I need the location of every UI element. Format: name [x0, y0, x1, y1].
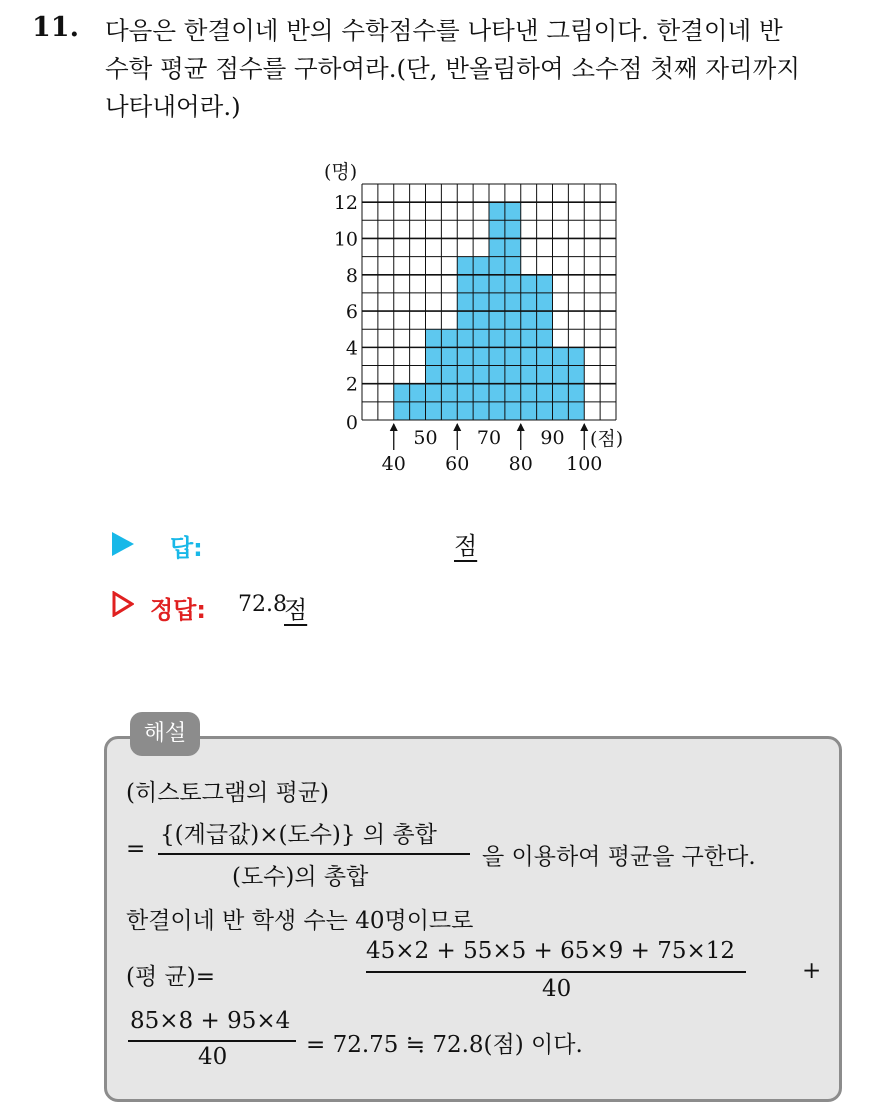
- x-tick-label: 60: [445, 453, 470, 475]
- solution-value: 72.8: [238, 592, 287, 617]
- answer-row: [112, 526, 532, 562]
- boundary-arrow-head: [580, 423, 588, 431]
- y-tick-label: 0: [345, 412, 358, 434]
- answer-blank-unit: 점: [454, 532, 478, 560]
- fraction1-denominator: 40: [542, 976, 572, 1002]
- y-tick-label: 10: [333, 228, 358, 251]
- boundary-arrow-head: [390, 423, 398, 431]
- explanation-line: 한결이네 반 학생 수는 40명이므로: [126, 908, 474, 934]
- y-tick-label: 8: [345, 264, 358, 287]
- x-tick-label: 70: [476, 427, 502, 449]
- histogram-chart: [300, 150, 660, 480]
- y-unit-label: (명): [324, 161, 358, 183]
- solution-unit: 점: [284, 596, 308, 624]
- y-tick-label: 4: [345, 337, 358, 360]
- formula-denominator: (도수)의 총합: [232, 864, 369, 890]
- y-tick-label: 12: [333, 192, 358, 215]
- solution-row: [112, 588, 532, 624]
- y-tick-label: 2: [345, 373, 358, 396]
- solution-label: 정답:: [150, 596, 206, 624]
- y-tick-label: 6: [345, 301, 358, 324]
- play-triangle-icon: [112, 532, 134, 556]
- boundary-arrow-head: [453, 423, 461, 431]
- x-tick-label: 80: [508, 453, 533, 475]
- explanation-tag: 해설: [130, 712, 200, 756]
- question-line: 나타내어라.): [105, 92, 241, 121]
- explanation-line: (히스토그램의 평균): [126, 780, 330, 806]
- result-text: = 72.75 ≒ 72.8(점) 이다.: [306, 1032, 583, 1058]
- formula-numerator: {(계급값)×(도수)} 의 총합: [160, 822, 437, 848]
- fraction-bar: [128, 1040, 296, 1042]
- answer-label: 답:: [170, 534, 203, 562]
- x-tick-label: 50: [413, 427, 438, 449]
- formula-equals: =: [126, 836, 146, 862]
- x-tick-label: 100: [566, 453, 603, 475]
- boundary-arrow-head: [517, 423, 525, 431]
- question-text: [105, 12, 865, 126]
- question-line: 다음은 한결이네 반의 수학점수를 나타낸 그림이다. 한결이네 반: [105, 16, 783, 45]
- fraction2-denominator: 40: [198, 1044, 228, 1070]
- formula-suffix: 을 이용하여 평균을 구한다.: [482, 844, 756, 870]
- fraction1-numerator: 45×2 + 55×5 + 65×9 + 75×12: [366, 938, 735, 964]
- plus-sign: +: [802, 958, 822, 984]
- outline-triangle-icon: [112, 591, 134, 617]
- fraction2-numerator: 85×8 + 95×4: [130, 1008, 291, 1034]
- fraction-bar: [366, 971, 746, 973]
- question-line: 수학 평균 점수를 구하여라.(단, 반올림하여 소수점 첫째 자리까지: [105, 54, 800, 83]
- x-unit-label: (점): [590, 428, 624, 450]
- mean-label: (평 균)=: [126, 964, 215, 990]
- x-tick-label: 90: [540, 427, 565, 449]
- question-number: 11.: [32, 12, 79, 43]
- x-tick-label: 40: [381, 453, 406, 475]
- fraction-bar: [158, 853, 470, 855]
